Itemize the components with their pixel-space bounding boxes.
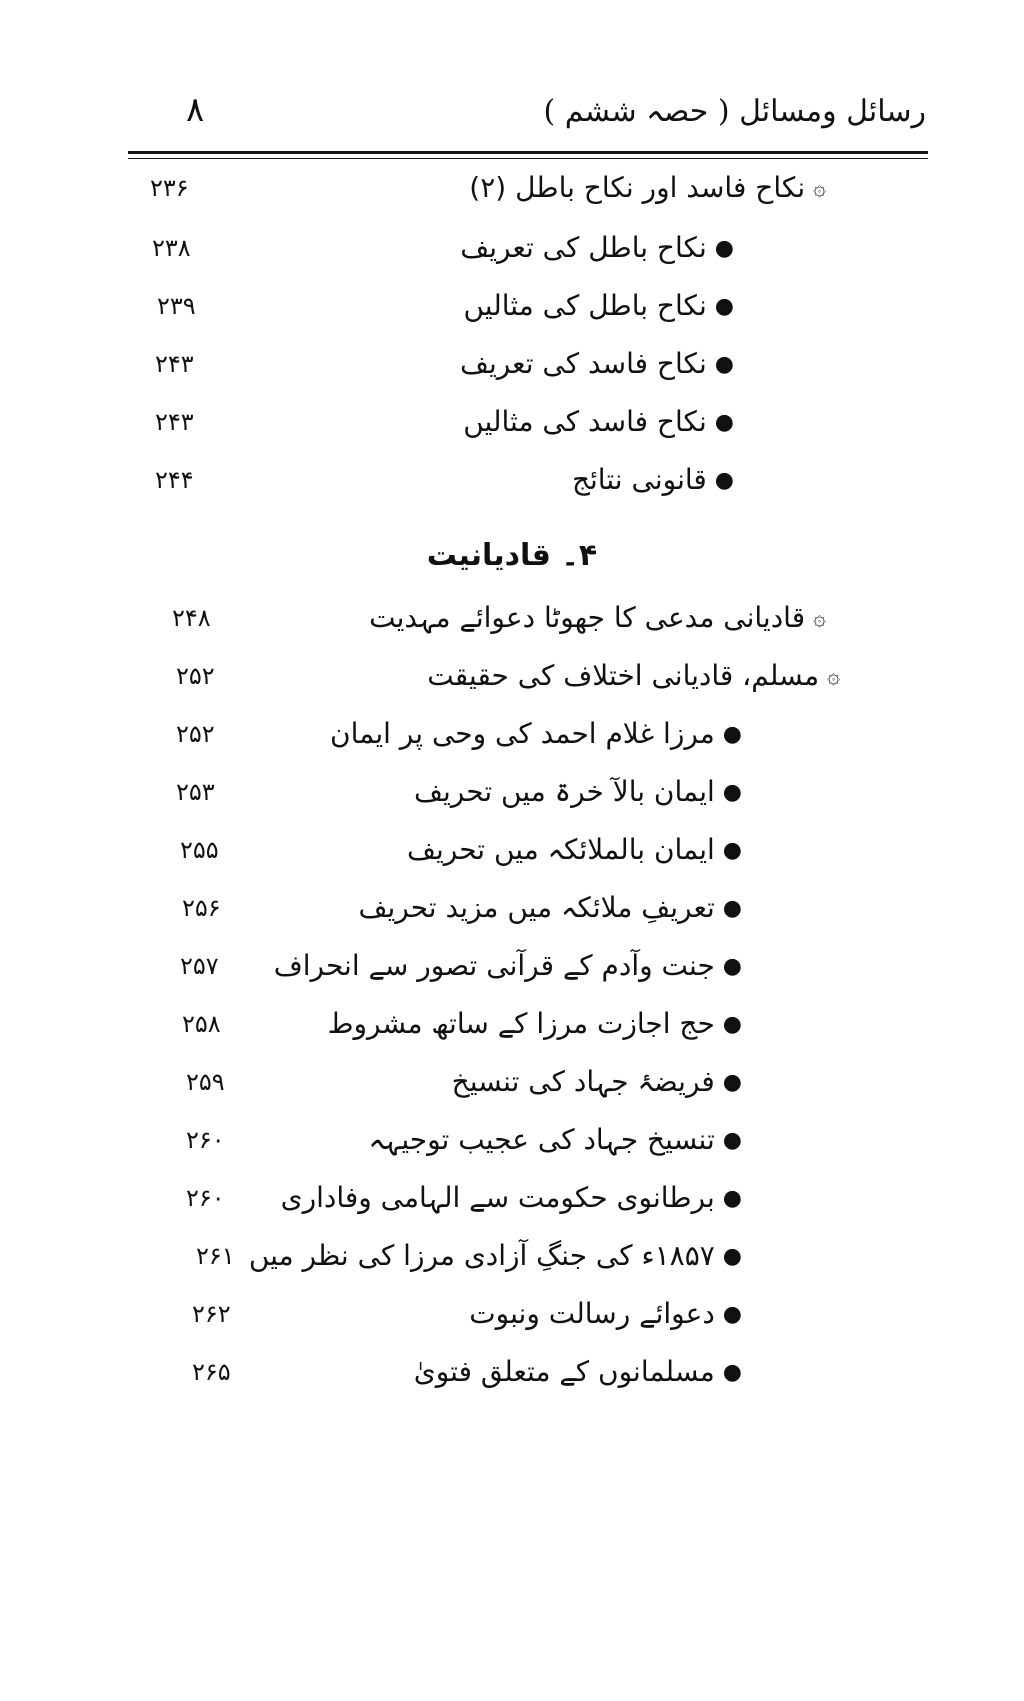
toc-entry-label: مسلم، قادیانی اختلاف کی حقیقت bbox=[427, 659, 820, 692]
toc-entry-label: نکاح فاسد اور نکاح باطل (۲) bbox=[469, 171, 806, 204]
toc-entry bbox=[0, 166, 1024, 210]
bullet-icon: ● bbox=[722, 722, 742, 747]
bullet-icon: ● bbox=[722, 1244, 742, 1269]
bullet-icon: ● bbox=[722, 1128, 742, 1153]
toc-entry bbox=[0, 1234, 1024, 1278]
toc-entry-label: دعوائے رسالت ونبوت bbox=[469, 1297, 715, 1330]
toc-page-number: ۲۵۲ bbox=[176, 720, 215, 748]
bullet-icon: ● bbox=[722, 954, 742, 979]
toc-page-number: ۲۶۵ bbox=[192, 1358, 231, 1386]
toc-entry-text bbox=[460, 342, 734, 387]
toc-entry bbox=[0, 1292, 1024, 1336]
toc-entry-text bbox=[463, 284, 734, 329]
toc-entry-text bbox=[452, 1060, 742, 1105]
toc-entry bbox=[0, 886, 1024, 930]
page-number: ۸ bbox=[186, 90, 205, 130]
toc-entry-label: تنسیخ جہاد کی عجیب توجیہہ bbox=[368, 1123, 715, 1156]
toc-entry-text bbox=[281, 1176, 742, 1221]
toc-entry bbox=[0, 342, 1024, 386]
toc-page-number: ۲۵۲ bbox=[176, 662, 215, 690]
toc-entry bbox=[0, 1118, 1024, 1162]
toc-page-number: ۲۵۶ bbox=[182, 894, 221, 922]
bullet-icon: ● bbox=[722, 896, 742, 921]
toc-entry bbox=[0, 712, 1024, 756]
toc-entry-text bbox=[469, 1292, 742, 1337]
bullet-icon: ● bbox=[714, 236, 734, 261]
toc-page-number: ۲۵۳ bbox=[176, 778, 215, 806]
toc-entry-text bbox=[369, 1118, 742, 1163]
toc-page-number: ۲۴۸ bbox=[172, 604, 211, 632]
toc-entry-label: جنت وآدم کے قرآنی تصور سے انحراف bbox=[273, 949, 715, 982]
toc-entry-text bbox=[414, 1350, 742, 1395]
bullet-icon: ● bbox=[722, 1360, 742, 1385]
toc-page-number: ۲۴۴ bbox=[155, 466, 194, 494]
toc-entry-label: قادیانی مدعی کا جھوٹا دعوائے مہدیت bbox=[369, 601, 806, 634]
toc-entry-text bbox=[274, 944, 742, 989]
toc-entry-text bbox=[359, 886, 743, 931]
bullet-icon: ● bbox=[714, 352, 734, 377]
toc-entry-text bbox=[427, 654, 840, 699]
book-title: رسائل ومسائل ( حصہ ششم ) bbox=[543, 94, 926, 129]
toc-entry-text bbox=[463, 400, 734, 445]
toc-entry bbox=[0, 400, 1024, 444]
toc-page-number: ۲۶۰ bbox=[186, 1184, 225, 1212]
bullet-icon: ● bbox=[722, 1302, 742, 1327]
bullet-icon: ● bbox=[722, 780, 742, 805]
toc-entry bbox=[0, 1060, 1024, 1104]
toc-entry-label: مسلمانوں کے متعلق فتویٰ bbox=[413, 1355, 715, 1388]
toc-entry-label: نکاح باطل کی تعریف bbox=[460, 231, 707, 264]
toc-entry-text bbox=[407, 828, 742, 873]
toc-entry-label: ۱۸۵۷ء کی جنگِ آزادی مرزا کی نظر میں bbox=[248, 1239, 715, 1272]
toc-page-number: ۲۶۲ bbox=[192, 1300, 231, 1328]
section-heading-row bbox=[0, 534, 1024, 578]
toc-page-number: ۲۴۳ bbox=[155, 350, 194, 378]
toc-page-number: ۲۶۰ bbox=[186, 1126, 225, 1154]
toc-entry bbox=[0, 1002, 1024, 1046]
toc-page-number: ۲۴۳ bbox=[155, 408, 194, 436]
toc-entry-text bbox=[414, 770, 742, 815]
toc-entry-label: تعریفِ ملائکہ میں مزید تحریف bbox=[358, 891, 715, 924]
toc-page-number: ۲۶۱ bbox=[196, 1242, 235, 1270]
flower-icon: ۞ bbox=[813, 606, 826, 631]
toc-entry-label: ایمان بالآ خرۃ میں تحریف bbox=[414, 775, 715, 808]
toc-entry-label: برطانوی حکومت سے الہامی وفاداری bbox=[280, 1181, 715, 1214]
toc-page-number: ۲۵۹ bbox=[186, 1068, 225, 1096]
bullet-icon: ● bbox=[714, 468, 734, 493]
toc-entry bbox=[0, 828, 1024, 872]
flower-icon: ۞ bbox=[827, 664, 840, 689]
toc-entry-label: قانونی نتائج bbox=[571, 463, 707, 496]
flower-icon: ۞ bbox=[813, 176, 826, 201]
toc-entry bbox=[0, 1350, 1024, 1394]
toc-entry-label: ایمان بالملائکہ میں تحریف bbox=[406, 833, 715, 866]
section-heading: ۴۔ قادیانیت bbox=[426, 538, 598, 573]
bullet-icon: ● bbox=[722, 1012, 742, 1037]
toc-entry-label: فریضۂ جہاد کی تنسیخ bbox=[451, 1065, 715, 1098]
bullet-icon: ● bbox=[722, 838, 742, 863]
toc-entry bbox=[0, 458, 1024, 502]
toc-entry-label: نکاح فاسد کی مثالیں bbox=[463, 405, 707, 438]
bullet-icon: ● bbox=[714, 294, 734, 319]
toc-page-number: ۲۵۷ bbox=[180, 952, 219, 980]
bullet-icon: ● bbox=[714, 410, 734, 435]
toc-entry bbox=[0, 770, 1024, 814]
toc-entry-label: مرزا غلام احمد کی وحی پر ایمان bbox=[330, 717, 715, 750]
toc-entry-label: نکاح باطل کی مثالیں bbox=[463, 289, 707, 322]
toc-page-number: ۲۳۸ bbox=[152, 234, 191, 262]
toc-page-number: ۲۳۶ bbox=[150, 174, 189, 202]
toc-entry-text bbox=[249, 1234, 742, 1279]
toc-page-number: ۲۳۹ bbox=[157, 292, 196, 320]
toc-entry-text bbox=[330, 712, 742, 757]
bullet-icon: ● bbox=[722, 1070, 742, 1095]
toc-page-number: ۲۵۸ bbox=[182, 1010, 221, 1038]
bullet-icon: ● bbox=[722, 1186, 742, 1211]
toc-entry bbox=[0, 284, 1024, 328]
toc-entry-label: نکاح فاسد کی تعریف bbox=[459, 347, 707, 380]
toc-entry bbox=[0, 226, 1024, 270]
toc-entry bbox=[0, 654, 1024, 698]
toc-entry-text bbox=[460, 226, 734, 271]
toc-page-number: ۲۵۵ bbox=[180, 836, 219, 864]
toc-entry bbox=[0, 596, 1024, 640]
toc-entry-text bbox=[572, 458, 734, 503]
toc-entry bbox=[0, 1176, 1024, 1220]
toc-entry bbox=[0, 944, 1024, 988]
toc-entry-text bbox=[369, 596, 826, 641]
toc-entry-text bbox=[469, 166, 826, 211]
toc-entry-text bbox=[328, 1002, 742, 1047]
toc-entry-label: حج اجازت مرزا کے ساتھ مشروط bbox=[327, 1007, 715, 1040]
